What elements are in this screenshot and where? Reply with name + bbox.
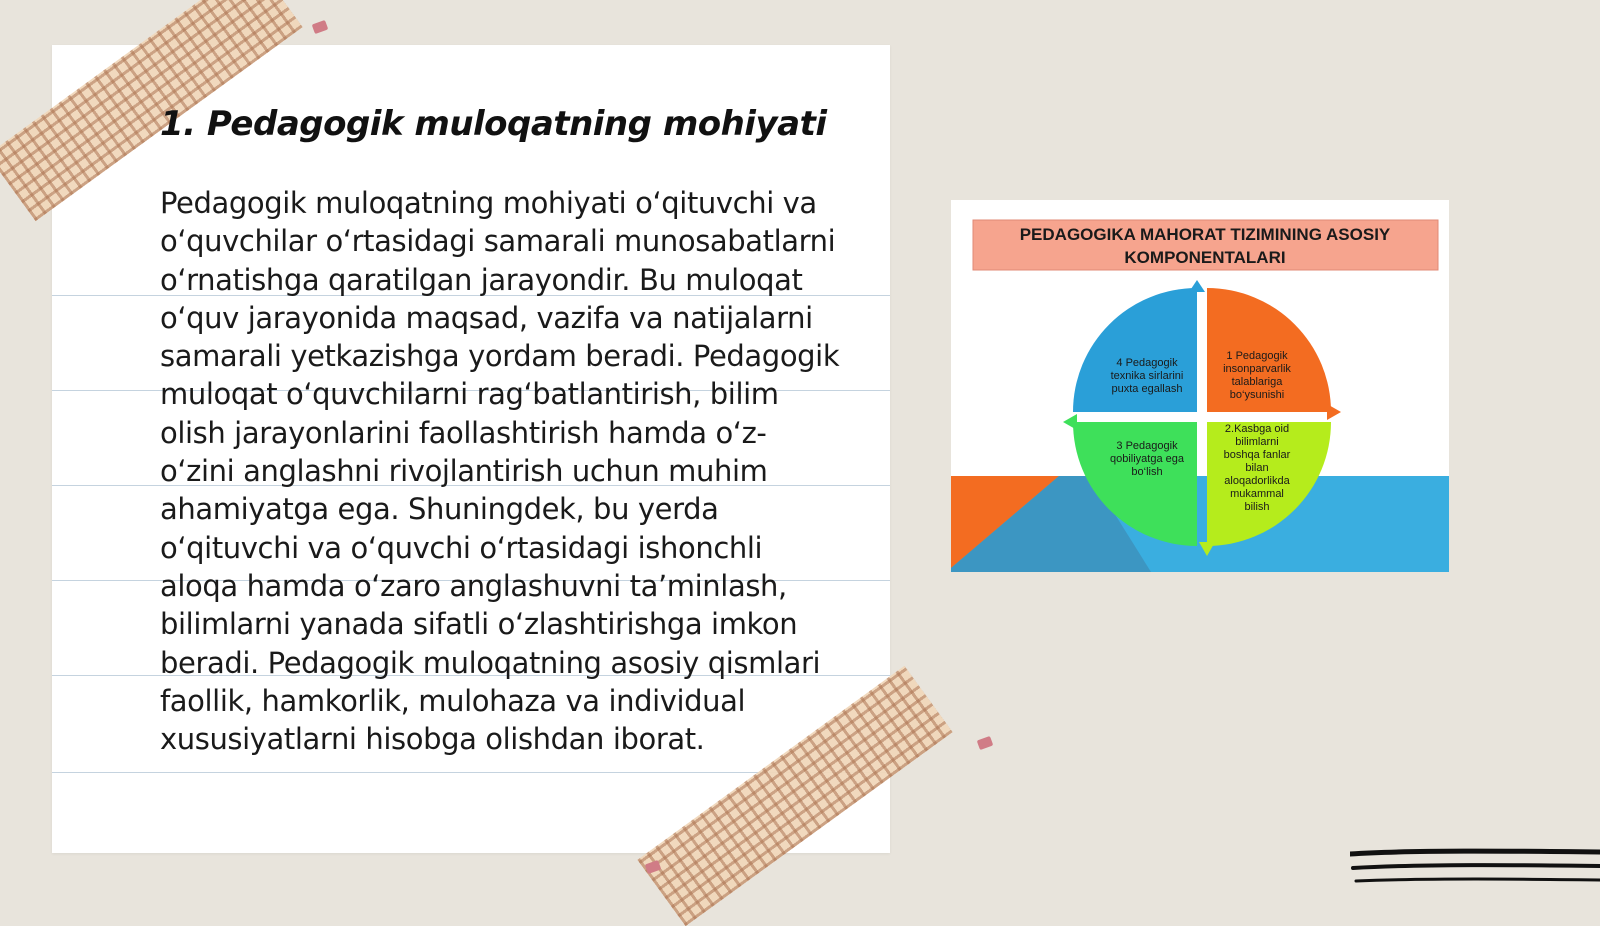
q4-line3: puxta egallash bbox=[1111, 383, 1183, 395]
tape-tip bbox=[312, 20, 329, 34]
scribble-line bbox=[1356, 879, 1600, 881]
scribble-line bbox=[1353, 865, 1600, 868]
diagram-heading-line1: PEDAGOGIKA MAHORAT TIZIMINING ASOSIY bbox=[1019, 225, 1391, 244]
q2-line6: mukammal bbox=[1230, 488, 1284, 500]
q1-line4: bo‘ysunishi bbox=[1229, 389, 1285, 401]
q1-line2: insonparvarlik bbox=[1223, 363, 1291, 375]
slide-title: 1. Pedagogik muloqatning mohiyati bbox=[160, 104, 827, 144]
q2-line3: boshqa fanlar bbox=[1223, 449, 1291, 461]
scribble-line bbox=[1350, 851, 1600, 854]
components-diagram-svg bbox=[951, 200, 1449, 572]
arrow-tip-icon bbox=[1189, 280, 1205, 292]
arrow-tip-icon bbox=[1327, 404, 1341, 420]
decorative-scribble bbox=[1350, 846, 1600, 892]
q3-line1: 3 Pedagogik bbox=[1116, 440, 1178, 452]
q2-line2: bilimlarni bbox=[1235, 436, 1279, 448]
q2-line4: bilan bbox=[1245, 462, 1269, 474]
q2-line1: 2.Kasbga oid bbox=[1224, 423, 1290, 435]
slide-body-text: Pedagogik muloqatning mohiyati o‘qituvchi va o‘quvchilar o‘rtasidagi samarali munosabatlarni o‘rnatishga qaratilgan jarayondir. Bu muloqat o‘quv jarayonida maqsad, vazifa va natijalarni samarali yetkazishga yordam beradi. Pedagogik muloqat o‘quvchilarni rag‘batlantirish, bilim olish jarayonlarini faollashtirish hamda o‘z-o‘zini anglashni rivojlantirish uchun muhim ahamiyatga ega. Shuningdek, bu yerda o‘qituvchi va o‘quvchi o‘rtasidagi ishonchli aloqa hamda o‘zaro anglashuvni ta’minlash, bilimlarni yanada sifatli o‘zlashtirishga imkon beradi. Pedagogik muloqatning asosiy qismlari faollik, hamkorlik, mulohaza va individual xususiyatlarni hisobga olishdan iborat. bbox=[160, 186, 840, 757]
q3-line3: bo‘lish bbox=[1131, 466, 1163, 478]
q3-line2: qobiliyatga ega bbox=[1109, 453, 1185, 465]
q2-line5: aloqadorlikda bbox=[1224, 475, 1290, 487]
q1-line1: 1 Pedagogik bbox=[1226, 350, 1288, 362]
q2-line7: bilish bbox=[1244, 501, 1270, 513]
arrow-tip-icon bbox=[1063, 414, 1077, 430]
q4-line1: 4 Pedagogik bbox=[1116, 357, 1178, 369]
q4-line2: texnika sirlarini bbox=[1110, 370, 1184, 382]
tape-tip bbox=[977, 736, 994, 750]
q1-line3: talablariga bbox=[1231, 376, 1283, 388]
components-diagram bbox=[951, 200, 1449, 572]
diagram-heading-line2: KOMPONENTALARI bbox=[1124, 248, 1286, 267]
